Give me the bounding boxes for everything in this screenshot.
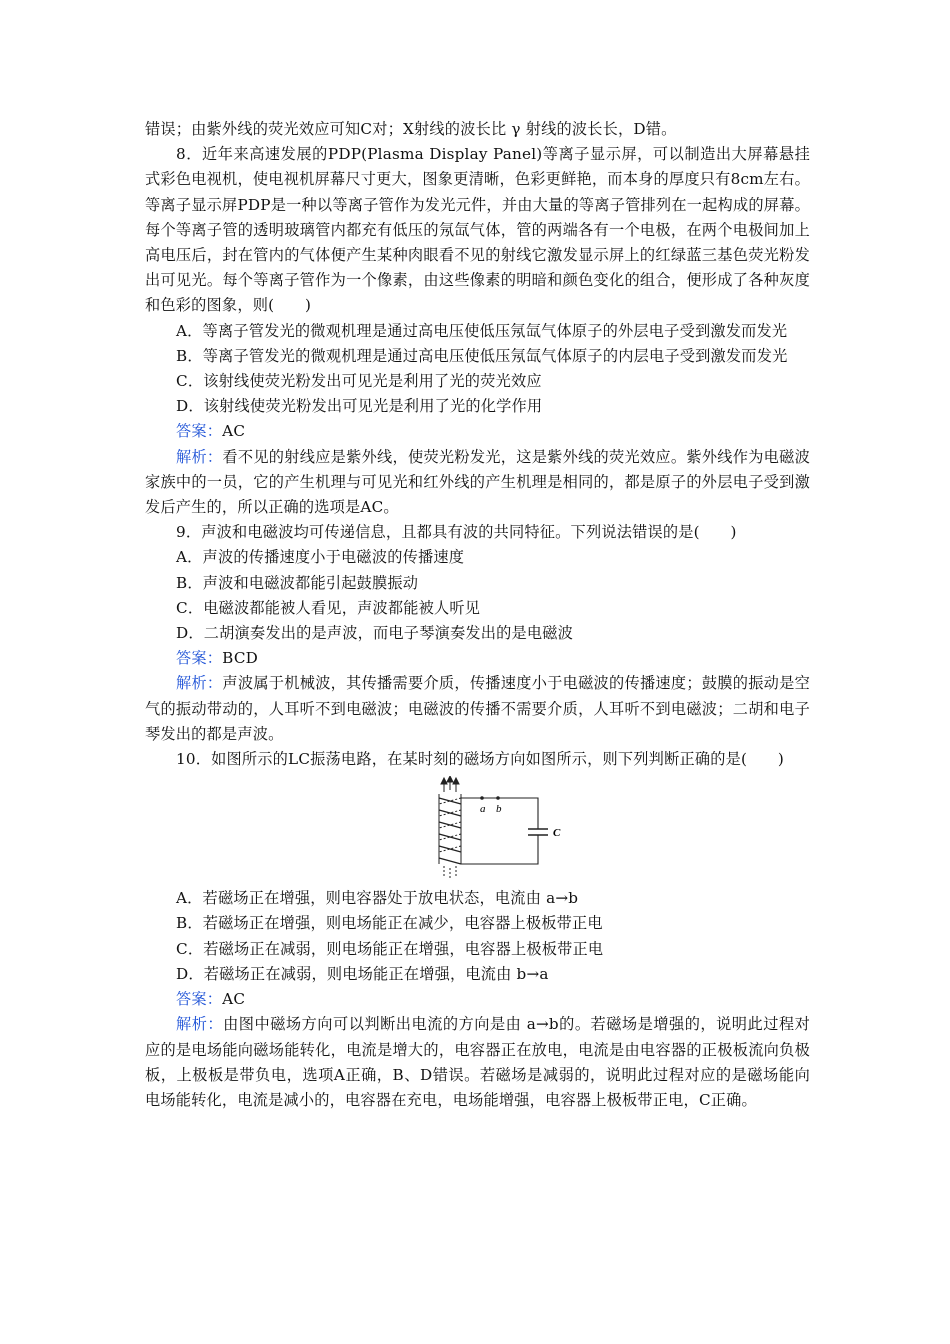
q10-analysis bbox=[145, 1012, 810, 1113]
label-b: b bbox=[496, 803, 502, 816]
analysis-label: 解析： bbox=[176, 1015, 224, 1034]
q10-option-a: A．若磁场正在增强，则电容器处于放电状态，电流由 a→b bbox=[176, 889, 579, 908]
magnetic-field-arrows bbox=[441, 776, 459, 880]
node-a-dot bbox=[480, 796, 484, 800]
q9-option-b: B．声波和电磁波都能引起鼓膜振动 bbox=[176, 573, 419, 592]
q10-answer bbox=[145, 987, 810, 1012]
q9-option-c: C．电磁波都能被人看见，声波都能被人听见 bbox=[176, 598, 481, 617]
answer-label: 答案： bbox=[176, 422, 223, 441]
analysis-label: 解析： bbox=[176, 447, 223, 466]
q8-analysis bbox=[145, 445, 810, 521]
inductor-coil bbox=[439, 794, 461, 864]
label-a: a bbox=[480, 803, 486, 816]
q8-stem: 8．近年来高速发展的PDP(Plasma Display Panel)等离子显示屏，可以制造出大屏幕悬挂式彩色电视机，使电视机屏幕尺寸更大，图象更清晰，色彩更鲜艳，而本身的厚度只有8cm左右。等离子显示屏PDP是一种以等离子管作为发光元件，并由大量的等离子管排列在一起构成的屏幕。每个等离子管的透明玻璃管内都充有低压的氖氙气体，管的两端各有一个电极，在两个电极间加上高电压后，封在管内的气体便产生某种肉眼看不见的射线它激发显示屏上的红绿蓝三基色荧光粉发出可见光。每个等离子管作为一个像素，由这些像素的明暗和颜色变化的组合，便形成了各种灰度和色彩的图象，则( ) bbox=[145, 145, 810, 315]
document-body bbox=[145, 117, 810, 1113]
q8-option-a: A．等离子管发光的微观机理是通过高电压使低压氖氙气体原子的外层电子受到激发而发光 bbox=[176, 321, 788, 340]
q9-answer bbox=[145, 646, 810, 671]
answer-label: 答案： bbox=[176, 990, 223, 1009]
q8-option-d: D．该射线使荧光粉发出可见光是利用了光的化学作用 bbox=[176, 397, 543, 416]
answer-value: BCD bbox=[222, 649, 259, 668]
label-capacitor: C bbox=[553, 827, 561, 840]
previous-analysis-tail: 错误；由紫外线的荧光效应可知C对；X射线的波长比 γ 射线的波长长，D错。 bbox=[145, 120, 677, 138]
q8-option-c: C．该射线使荧光粉发出可见光是利用了光的荧光效应 bbox=[176, 372, 542, 391]
q9-option-d: D．二胡演奏发出的是声波，而电子琴演奏发出的是电磁波 bbox=[176, 624, 574, 643]
answer-value: AC bbox=[222, 422, 246, 441]
q9-stem: 9．声波和电磁波均可传递信息，且都具有波的共同特征。下列说法错误的是( ) bbox=[176, 523, 737, 542]
analysis-text: 声波属于机械波，其传播需要介质，传播速度小于电磁波的传播速度；鼓膜的振动是空气的振动带动的，人耳听不到电磁波；电磁波的传播不需要介质，人耳听不到电磁波；二胡和电子琴发出的都是声波。 bbox=[145, 674, 810, 743]
lc-circuit-figure bbox=[145, 776, 810, 884]
q10-option-d: D．若磁场正在减弱，则电场能正在增强，电流由 b→a bbox=[176, 964, 549, 983]
answer-label: 答案： bbox=[176, 649, 223, 668]
q10-stem: 10．如图所示的LC振荡电路，在某时刻的磁场方向如图所示，则下列判断正确的是( ) bbox=[176, 750, 785, 769]
answer-value: AC bbox=[222, 990, 246, 1009]
analysis-text: 看不见的射线应是紫外线，使荧光粉发光，这是紫外线的荧光效应。紫外线作为电磁波家族中的一员，它的产生机理与可见光和红外线的产生机理是相同的，都是原子的外层电子受到激发后产生的，所以正确的选项是AC。 bbox=[145, 447, 810, 517]
analysis-label: 解析： bbox=[176, 674, 223, 693]
q9-option-a: A．声波的传播速度小于电磁波的传播速度 bbox=[176, 548, 465, 567]
node-b-dot bbox=[496, 796, 500, 800]
q8-answer bbox=[145, 419, 810, 444]
lc-circuit-diagram bbox=[430, 776, 570, 884]
q10-option-b: B．若磁场正在增强，则电场能正在减少，电容器上极板带正电 bbox=[176, 914, 603, 933]
analysis-text: 由图中磁场方向可以判断出电流的方向是由 a→b的。若磁场是增强的，说明此过程对应的是电场能向磁场能转化，电流是增大的，电容器正在放电，电流是由电容器的正极板流向负极板，上极板是带负电，选项A正确，B、D错误。若磁场是减弱的，说明此过程对应的是磁场能向电场能转化，电流是减小的，电容器在充电，电场能增强，电容器上极板带正电，C正确。 bbox=[145, 1015, 810, 1109]
circuit-wires bbox=[461, 798, 548, 864]
q9-analysis bbox=[145, 671, 810, 747]
q8-option-b: B．等离子管发光的微观机理是通过高电压使低压氖氙气体原子的内层电子受到激发而发光 bbox=[176, 346, 788, 365]
q10-option-c: C．若磁场正在减弱，则电场能正在增强，电容器上极板带正电 bbox=[176, 939, 604, 958]
